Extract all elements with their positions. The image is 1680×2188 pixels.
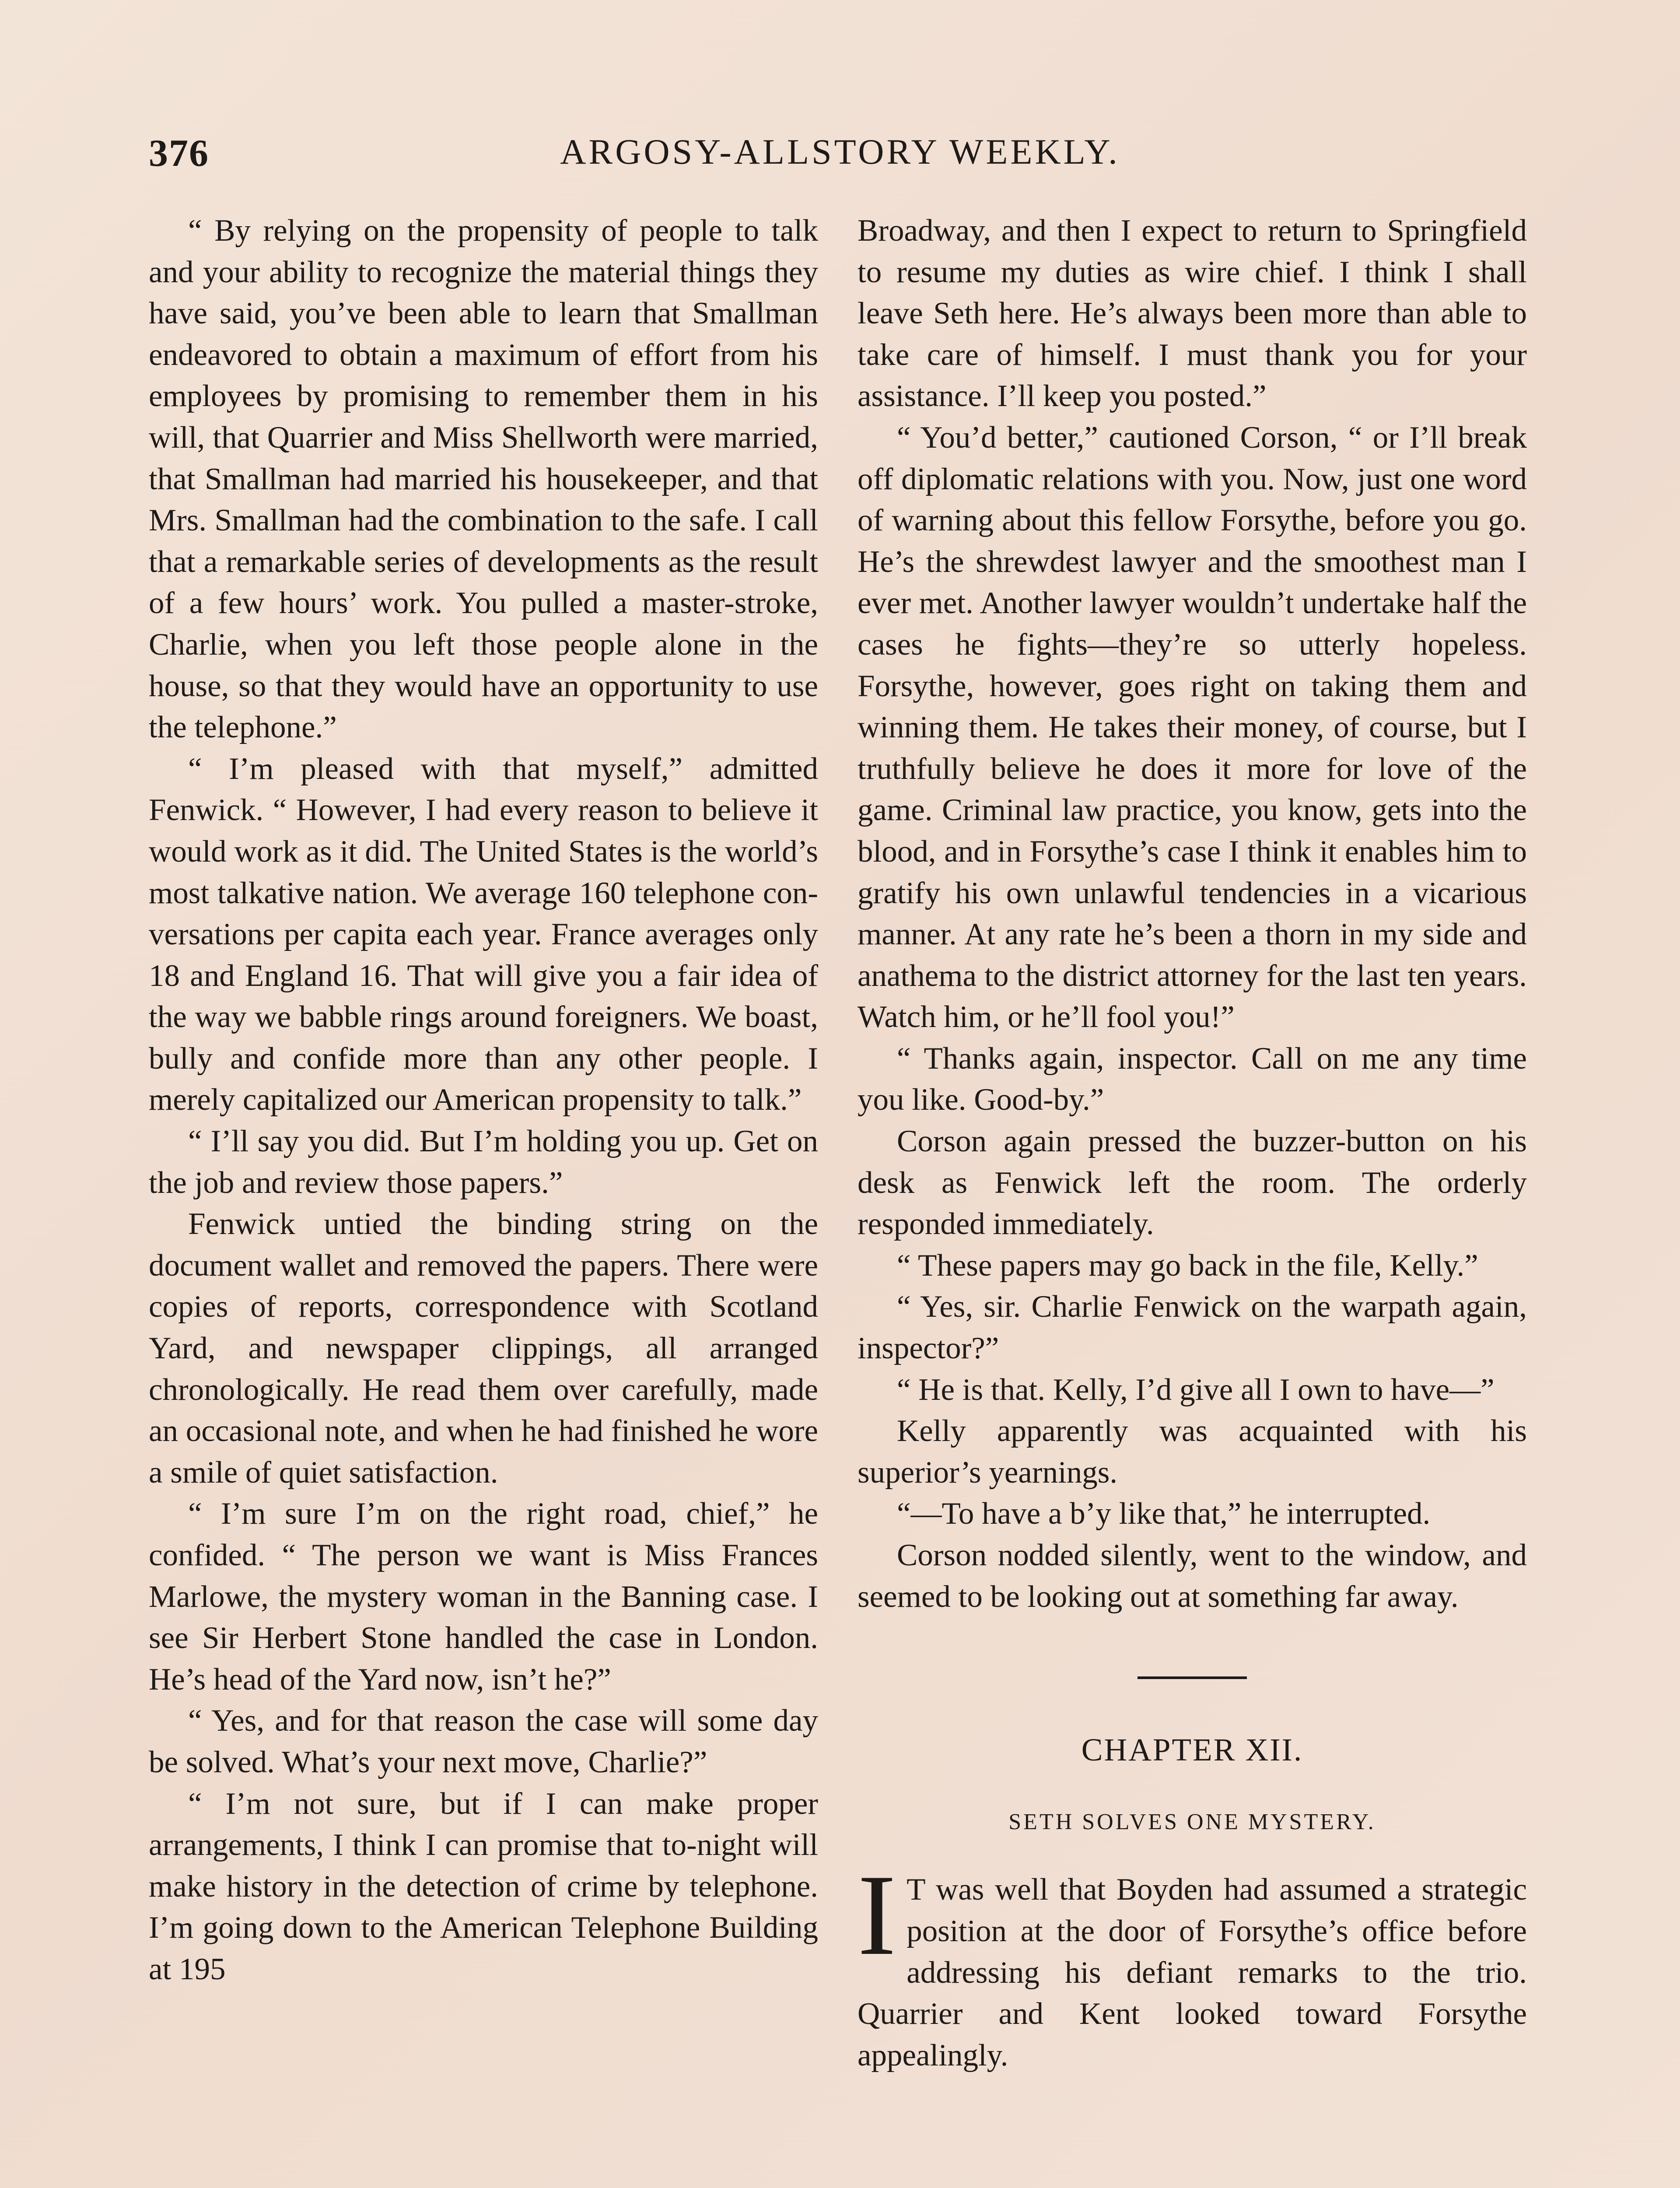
paragraph: “ I’m sure I’m on the right road, chief,” he confided. “ The person we want is Miss Frances Marlowe, the mystery woman in the Banning case. I see Sir Herbert Stone handled the case in London. He’s head of the Yard now, isn’t he?” (149, 1497, 818, 1697)
paragraph: “—To have a b’y like that,” he interrupted. (897, 1497, 1431, 1531)
paragraph: Corson nodded silently, went to the window, and seemed to be looking out at something far away. (858, 1538, 1527, 1614)
chapter-opening-paragraph (858, 1851, 1527, 2076)
right-column (858, 210, 1527, 2076)
paragraph: Broadway, and then I expect to return to Springfield to resume my duties as wire chief. I think I shall leave Seth here. He’s always been more than able to take care of himself. I must thank you for your assistance. I’ll keep you posted.” (858, 214, 1527, 414)
paragraph: “ I’m pleased with that myself,” admitted Fenwick. “ However, I had every reason to believe it would work as it did. The United States is the world’s most talkative nation. We average 160 telephone conversations per capita each year. France averages only 18 and England 16. That will give you a fair idea of the way we babble rings around foreigners. We boast, bully and confide more than any other people. I merely capitalized our American propensity to talk.” (149, 751, 818, 1117)
paragraph: “ He is that. Kelly, I’d give all I own to have—” (897, 1372, 1494, 1407)
paragraph: “ Yes, sir. Charlie Fenwick on the warpath again, inspector?” (858, 1290, 1527, 1366)
paragraph: “ Thanks again, inspector. Call on me any time you like. Good-by.” (858, 1041, 1527, 1117)
paragraph: “ I’ll say you did. But I’m holding you up. Get on the job and review those papers.” (149, 1124, 818, 1200)
chapter-subtitle: SETH SOLVES ONE MYSTERY. (1008, 1809, 1376, 1834)
magazine-title: ARGOSY-ALLSTORY WEEKLY. (560, 132, 1120, 172)
page-number: 376 (149, 132, 209, 175)
drop-cap: I (858, 1851, 896, 1980)
chapter-opening-text: T was well that Boyden had assumed a strategic position at the door of Forsythe’s office before addressing his defiant remarks to the trio. Quarrier and Kent looked toward Forsythe appealingly. (858, 1872, 1527, 2072)
paragraph: “ I’m not sure, but if I can make proper arrangements, I think I can promise that to-night will make history in the detection of crime by telephone. I’m going down to the American Telephone Building at 195 (149, 1786, 818, 1986)
paragraph: Fenwick untied the binding string on the document wallet and removed the papers. There were copies of reports, correspondence with Scotland Yard, and newspaper clippings, all arranged chronologically. He read them over carefully, made an occasional note, and when he had finished he wore a smile of quiet satisfaction. (149, 1207, 818, 1490)
chapter-title: CHAPTER XII. (1081, 1732, 1303, 1768)
section-divider (1138, 1676, 1247, 1679)
paragraph: “ These papers may go back in the file, Kelly.” (897, 1248, 1478, 1283)
running-head (149, 131, 1531, 184)
paragraph: Kelly apparently was acquainted with his superior’s yearnings. (858, 1414, 1527, 1490)
paragraph: “ Yes, and for that reason the case will some day be solved. What’s your next move, Charlie?” (149, 1704, 818, 1779)
left-column (149, 210, 818, 1990)
paragraph: Corson again pressed the buzzer-button on his desk as Fenwick left the room. The orderly responded immediately. (858, 1124, 1527, 1241)
paragraph: “ By relying on the propensity of people to talk and your ability to recognize the material things they have said, you’ve been able to learn that Smallman endeavored to obtain a maximum of effort from his employees by promising to remember them in his will, that Quarrier and Miss Shellworth were married, that Smallman had married his housekeeper, and that Mrs. Smallman had the combination to the safe. I call that a remarkable series of developments as the result of a few hours’ work. You pulled a master-stroke, Charlie, when you left those people alone in the house, so that they would have an opportunity to use the telephone.” (149, 214, 818, 745)
paragraph: “ You’d better,” cautioned Corson, “ or I’ll break off diplomatic relations with you. Now, just one word of warning about this fellow Forsythe, before you go. He’s the shrewdest lawyer and the smoothest man I ever met. Another lawyer wouldn’t undertake half the cases he fights—they’re so utterly hopeless. Forsythe, however, goes right on taking them and winning them. He takes their money, of course, but I truthfully believe he does it more for love of the game. Criminal law practice, you know, gets into the blood, and in Forsythe’s case I think it enables him to gratify his own unlawful tendencies in a vicarious manner. At any rate he’s been a thorn in my side and anathema to the district attorney for the last ten years. Watch him, or he’ll fool you!” (858, 420, 1527, 1034)
